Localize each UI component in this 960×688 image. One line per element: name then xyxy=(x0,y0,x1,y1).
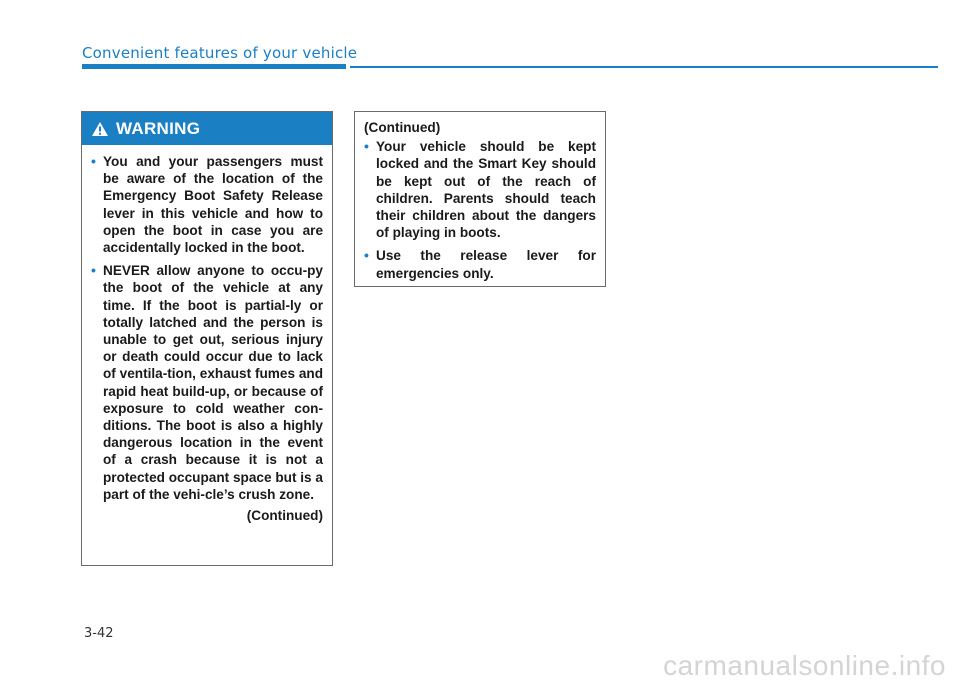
bullet-text: NEVER allow anyone to occu-py the boot of the vehicle at any time. If the boot is partial-ly or totally latched and the person is unable to get out, serious injury or death could occur due to lack of ventila-tion, exhaust fumes and rapid heat build-up, or because of exposure to cold weather con-ditions. The boot is also a highly dangerous location in the event of a crash because it is not a protected occupant space but is a part of the vehi-cle’s crush zone. xyxy=(103,263,323,502)
continued-heading: (Continued) xyxy=(364,120,441,135)
warning-content xyxy=(82,145,332,524)
warning-triangle-icon xyxy=(91,121,109,137)
bullet-icon: • xyxy=(364,247,369,264)
continuation-bullet-list xyxy=(364,138,596,282)
bullet-text: Your vehicle should be kept locked and the Smart Key should be kept out of the reach of children. Parents should teach their children about the dangers of playing in boots. xyxy=(376,139,596,241)
list-item xyxy=(91,262,323,503)
warning-bullet-list xyxy=(91,153,323,503)
list-item xyxy=(91,153,323,256)
list-item xyxy=(364,138,596,241)
header-rule-thick xyxy=(82,64,346,69)
continued-label: (Continued) xyxy=(246,508,323,524)
warning-title: WARNING xyxy=(116,118,201,138)
bullet-text: You and your passengers must be aware of the location of the Emergency Boot Safety Release lever in this vehicle and how to open the boot in case you are accidentally locked in the boot. xyxy=(103,154,323,256)
list-item xyxy=(364,247,596,281)
bullet-icon: • xyxy=(364,138,369,155)
page-number: 3-42 xyxy=(84,626,114,641)
warning-header xyxy=(82,112,332,145)
continuation-content xyxy=(355,112,605,282)
warning-box xyxy=(81,111,333,566)
watermark: carmanualsonline.info xyxy=(663,650,946,681)
bullet-text: Use the release lever for emergencies only. xyxy=(376,248,596,281)
continuation-box xyxy=(354,111,606,287)
section-title: Convenient features of your vehicle xyxy=(82,44,358,62)
bullet-icon: • xyxy=(91,262,96,279)
bullet-icon: • xyxy=(91,153,96,169)
header-rule-thin xyxy=(350,66,938,68)
